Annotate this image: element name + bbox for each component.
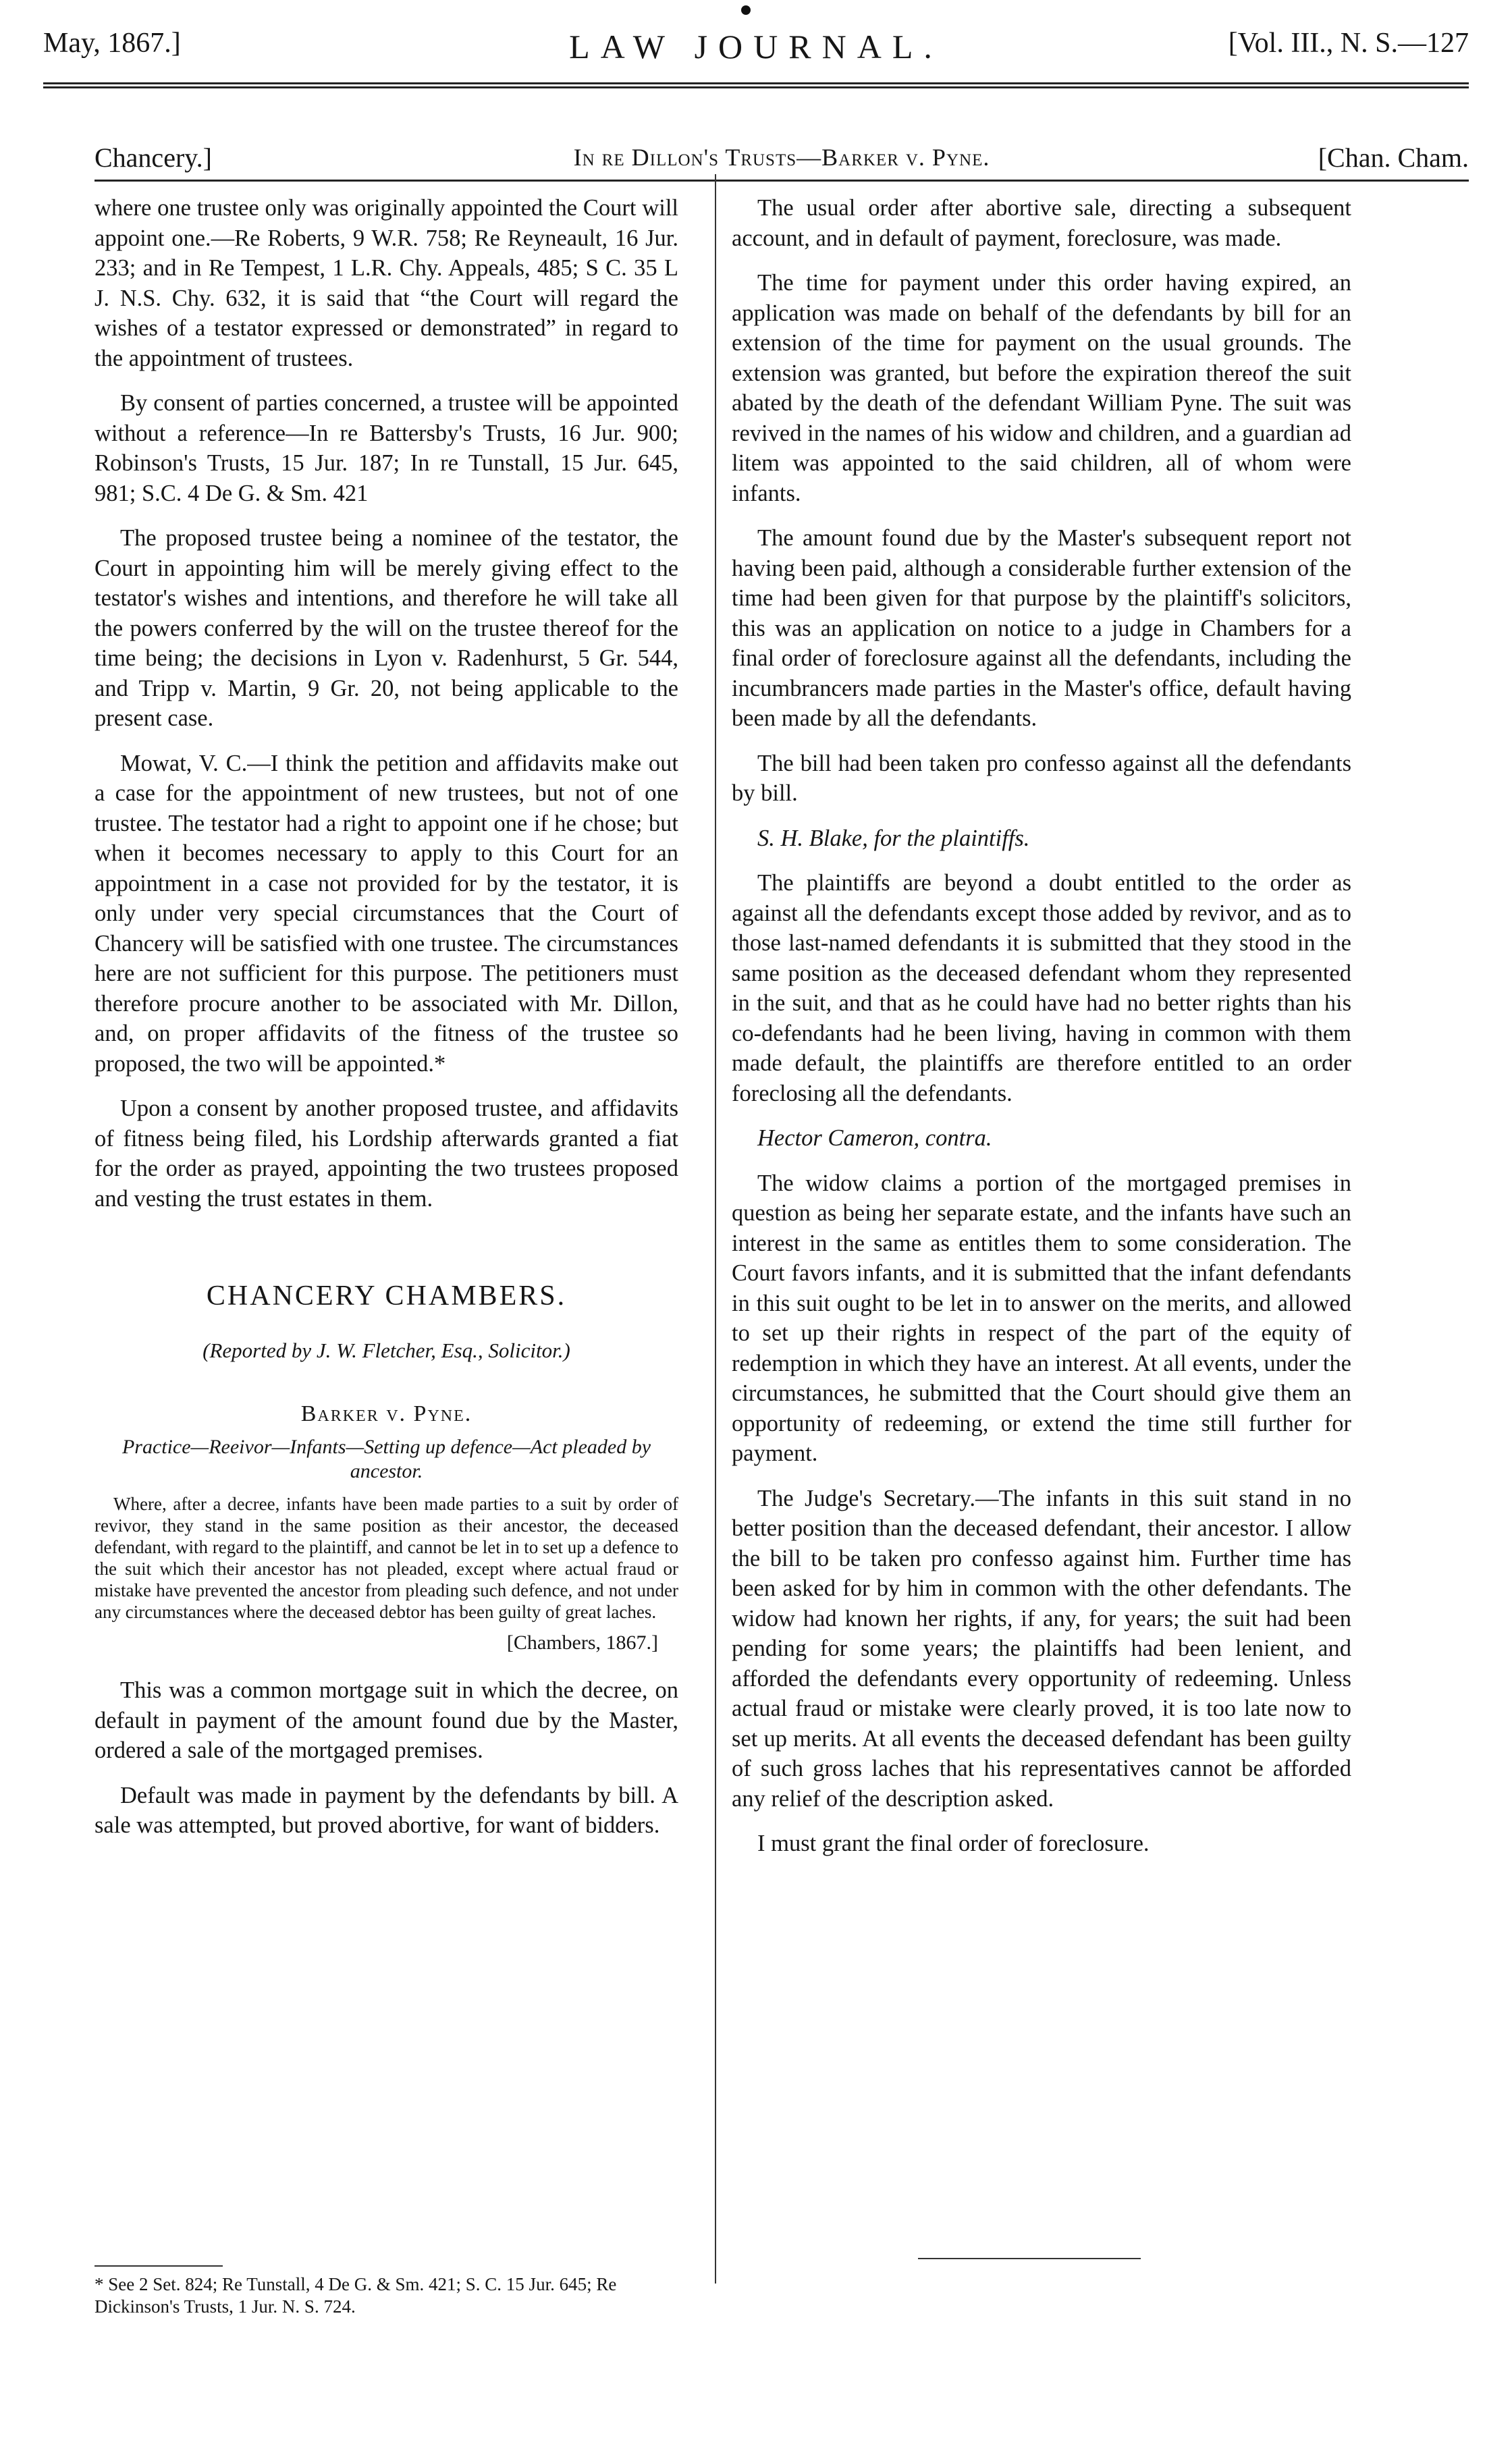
right-paragraph-6: The plaintiffs are beyond a doubt entitled to the order as against all the defendants except those added by revivor, and as to those last-named defendants it is submitted that they stood in the same position as the deceased defendant whom they represented in the suit, and that as he could have had no better rights than his co-defendants had he been living, having in common with them made default, the plaintiffs are therefore entitled to an order foreclosing all the defendants. xyxy=(732,870,1351,1106)
left-paragraph-2: By consent of parties concerned, a trustee will be appointed without a reference—In re Battersby's Trusts, 16 Jur. 900; Robinson's Trusts, 15 Jur. 187; In re Tunstall, 15 Jur. 645, 981; S.C. 4 De G. & Sm. 421 xyxy=(94,390,678,506)
right-paragraph-4: The bill had been taken pro confesso against all the defendants by bill. xyxy=(732,750,1351,806)
page-header xyxy=(43,27,1469,74)
running-head xyxy=(94,142,1469,178)
left-paragraph-3: The proposed trustee being a nominee of the testator, the Court in appointing him will be merely giving effect to the testator's wishes and intentions, and therefore he will take all the powers conferred by the will on the trustee thereof for the time being; the decisions in Lyon v. Radenhurst, 5 Gr. 544, and Tripp v. Martin, 9 Gr. 20, not being applicable to the present case. xyxy=(94,525,678,731)
section-title: CHANCERY CHAMBERS. xyxy=(206,1280,567,1312)
left-column xyxy=(94,193,678,1856)
column-divider xyxy=(715,174,716,2284)
chambers-date: [Chambers, 1867.] xyxy=(506,1631,658,1654)
subheader-rule xyxy=(94,180,1469,182)
header-rule-top xyxy=(43,82,1469,84)
right-paragraph-3: The amount found due by the Master's subsequent report not having been paid, although a considerable further extension of the time had been given for that purpose by the plaintiff's solicitors, this was an application on notice to a judge in Chambers for a final order of foreclosure against all the defendants, including the incumbrancers made parties in the Master's office, default having been made by all the defendants. xyxy=(732,525,1351,731)
left-paragraph-4: Mowat, V. C.—I think the petition and affidavits make out a case for the appointment of new trustees, but not of one trustee. The testator had a right to appoint one if he chose; but when it becomes necessary to apply to this Court for an appointment in a case not provided for by the testator, it is only under very special circumstances that the Court of Chancery will be satisfied with one trustee. The circumstances here are not sufficient for this purpose. The petitioners must therefore procure another to be associated with Mr. Dillon, and, on proper affidavits of the fitness of the trustee so proposed, the two will be appointed.* xyxy=(94,750,678,1077)
counsel-contra: Hector Cameron, contra. xyxy=(757,1125,992,1151)
running-title: In re Dillon's Trusts—Barker v. Pyne. xyxy=(573,144,990,171)
counsel-plaintiffs: S. H. Blake, for the plaintiffs. xyxy=(757,825,1030,851)
left-paragraph-1: where one trustee only was originally appointed the Court will appoint one.—Re Roberts, 9 W.R. 758; Re Reyneault, 16 Jur. 233; and in Re Tempest, 1 L.R. Chy. Appeals, 485; S C. 35 L J. N.S. Chy. 632, it is said that “the Court will regard the wishes of a testator expressed or demonstrated” in regard to the appointment of trustees. xyxy=(94,195,678,371)
footnote: * See 2 Set. 824; Re Tunstall, 4 De G. & Sm. 421; S. C. 15 Jur. 645; Re Dickinson's Trusts, 1 Jur. N. S. 724. xyxy=(94,2274,617,2317)
header-volume: [Vol. III., N. S.—127 xyxy=(1228,28,1469,59)
case-title: Barker v. Pyne. xyxy=(300,1401,473,1426)
left-paragraph-5: Upon a consent by another proposed trustee, and affidavits of fitness being filed, his Lordship afterwards granted a fiat for the order as prayed, appointing the two trustees proposed and vesting the trust estates in them. xyxy=(94,1096,678,1212)
journal-title: LAW JOURNAL. xyxy=(569,28,943,65)
right-paragraph-10: I must grant the final order of foreclosure. xyxy=(757,1831,1150,1856)
headnote: Where, after a decree, infants have been made parties to a suit by order of revivor, they stand in the same position as their ancestor, the deceased defendant, with regard to the plaintiff, and cannot be let in to set up a defence to the suit which their ancestor has not pleaded, except where actual fraud or mistake have prevented the ancestor from pleading such defence, and not under any circumstances where the deceased debtor has been guilty of great laches. xyxy=(94,1493,678,1622)
right-paragraph-9: The Judge's Secretary.—The infants in this suit stand in no better position than the deceased defendant, their ancestor. I allow the bill to be taken pro confesso against him. Further time has been asked for by him in common with the other defendants. The widow had known her rights, if any, for years; the suit had been pending for some years; the plaintiffs had been lenient, and afforded the defendants every opportunity of redeeming. Unless actual fraud or mistake were clearly proved, it is too late now to set up merits. At all events the deceased defendant has been guilty of such gross laches that his representatives cannot be afforded any relief of the description asked. xyxy=(732,1485,1351,1812)
printer-dot xyxy=(741,5,751,15)
catchwords: Practice—Reeivor—Infants—Setting up defence—Act pleaded by ancestor. xyxy=(122,1435,651,1482)
left-paragraph-6: This was a common mortgage suit in which the decree, on default in payment of the amount found due by the Master, ordered a sale of the mortgaged premises. xyxy=(94,1677,678,1763)
right-paragraph-2: The time for payment under this order having expired, an application was made on behalf of the defendants by bill for an extension of the time for payment on the usual grounds. The extension was granted, but before the expiration thereof the suit abated by the death of the defendant William Pyne. The suit was revived in the names of his widow and children, and a guardian ad litem was appointed to the said children, all of whom were infants. xyxy=(732,270,1351,506)
header-section: Chancery.] xyxy=(94,142,212,173)
right-column xyxy=(732,193,1351,1874)
end-rule xyxy=(918,2258,1141,2259)
header-rule-bottom xyxy=(43,86,1469,88)
header-date: May, 1867.] xyxy=(43,28,181,59)
right-paragraph-1: The usual order after abortive sale, directing a subsequent account, and in default of payment, foreclosure, was made. xyxy=(732,195,1351,251)
footnote-rule xyxy=(94,2265,223,2267)
header-court: [Chan. Cham. xyxy=(1318,142,1469,173)
left-paragraph-7: Default was made in payment by the defendants by bill. A sale was attempted, but proved abortive, for want of bidders. xyxy=(94,1782,678,1838)
right-paragraph-8: The widow claims a portion of the mortgaged premises in question as being her separate estate, and the infants have such an interest in the same as entitles them to some consideration. The Court favors infants, and it is submitted that the infant defendants in this suit ought to be let in to answer on the merits, and allowed to set up their rights in respect of the part of the equity of redemption in which they have an interest. At all events, under the circumstances, he submitted that the Court should give them an opportunity of redeeming, or extend the time still further for payment. xyxy=(732,1170,1351,1466)
reporter-line: (Reported by J. W. Fletcher, Esq., Solicitor.) xyxy=(202,1338,570,1362)
